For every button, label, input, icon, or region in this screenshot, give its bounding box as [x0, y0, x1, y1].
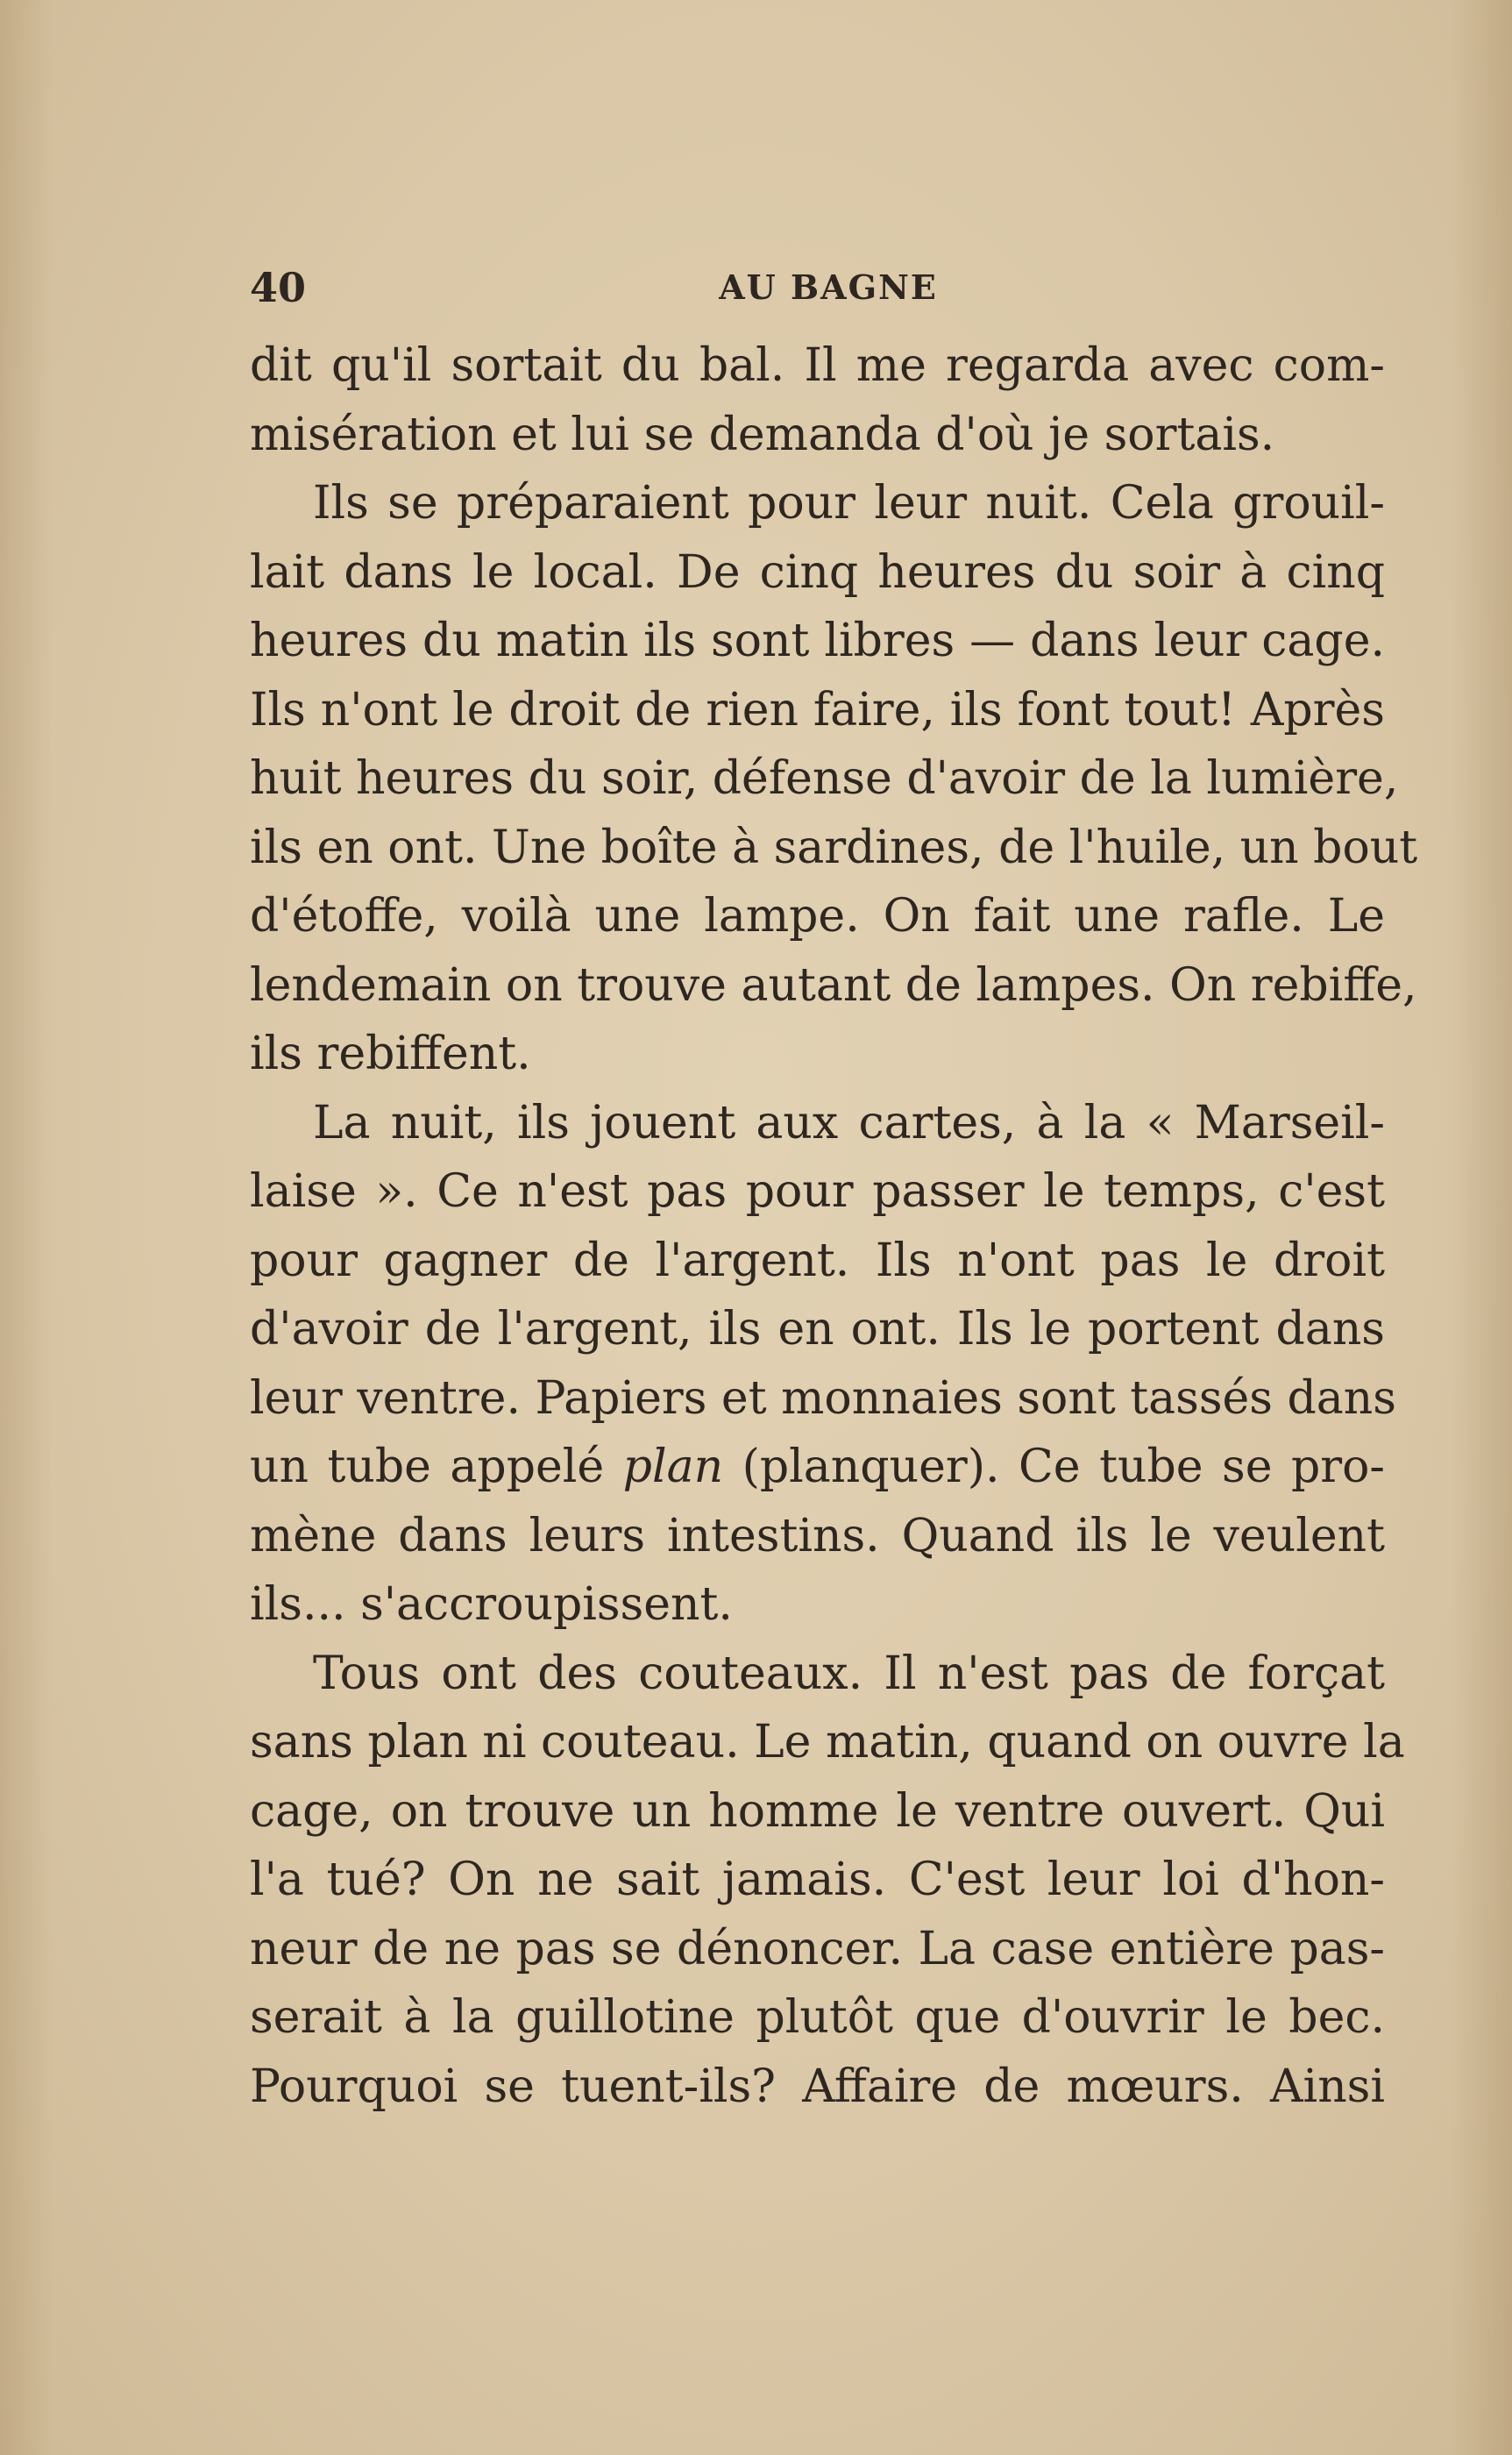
text-line: neur de ne pas se dénoncer. La case entière pas- [250, 1922, 1385, 1975]
running-head: AU BAGNE [719, 267, 938, 307]
italic-word: plan [622, 1441, 724, 1493]
page-edge-shadow-left [0, 0, 53, 2455]
text-line: lait dans le local. De cinq heures du soir à cinq [250, 545, 1385, 599]
text-line: dit qu'il sortait du bal. Il me regarda avec com- [250, 339, 1385, 392]
text-fragment: (planquer). Ce tube se pro- [723, 1441, 1385, 1493]
text-line: Ils se préparaient pour leur nuit. Cela grouil- [313, 477, 1385, 530]
text-line [250, 1433, 1385, 1502]
text-fragment: un tube appelé [250, 1441, 623, 1493]
text-line: ils en ont. Une boîte à sardines, de l'huile, un bout [250, 821, 1418, 874]
text-line: mène dans leurs intestins. Quand ils le veulent [250, 1509, 1385, 1562]
body-text [250, 331, 1418, 2121]
text-line: ils... s'accroupissent. [250, 1578, 733, 1631]
text-line: leur ventre. Papiers et monnaies sont tassés dans [250, 1371, 1396, 1425]
page-edge-shadow-right [1451, 0, 1512, 2455]
page-number: 40 [250, 264, 307, 311]
text-line: heures du matin ils sont libres — dans leur cage. [250, 615, 1385, 667]
text-line: l'a tué? On ne sait jamais. C'est leur loi d'hon- [250, 1854, 1385, 1906]
text-line: cage, on trouve un homme le ventre ouvert. Qui [250, 1784, 1385, 1838]
text-line: d'étoffe, voilà une lampe. On fait une rafle. Le [250, 890, 1385, 943]
text-line: d'avoir de l'argent, ils en ont. Ils le portent dans [250, 1303, 1385, 1356]
text-line: misération et lui se demanda d'où je sortais. [250, 408, 1275, 461]
text-line: Tous ont des couteaux. Il n'est pas de forçat [313, 1647, 1385, 1700]
text-line: Ils n'ont le droit de rien faire, ils font tout! Après [250, 683, 1385, 736]
text-line: Pourquoi se tuent-ils? Affaire de mœurs. Ainsi [250, 2060, 1385, 2113]
text-line: sans plan ni couteau. Le matin, quand on ouvre la [250, 1716, 1405, 1768]
text-line: huit heures du soir, défense d'avoir de la lumière, [250, 752, 1399, 805]
text-line: serait à la guillotine plutôt que d'ouvrir le bec. [250, 1991, 1385, 2044]
text-line: pour gagner de l'argent. Ils n'ont pas le droit [250, 1234, 1385, 1287]
text-line: lendemain on trouve autant de lampes. On rebiffe, [250, 958, 1417, 1012]
text-line: ils rebiffent. [250, 1028, 531, 1080]
page-header [250, 261, 1385, 314]
text-line: La nuit, ils jouent aux cartes, à la « Marseil- [313, 1096, 1385, 1149]
text-line: laise ». Ce n'est pas pour passer le temps, c'est [250, 1165, 1385, 1218]
